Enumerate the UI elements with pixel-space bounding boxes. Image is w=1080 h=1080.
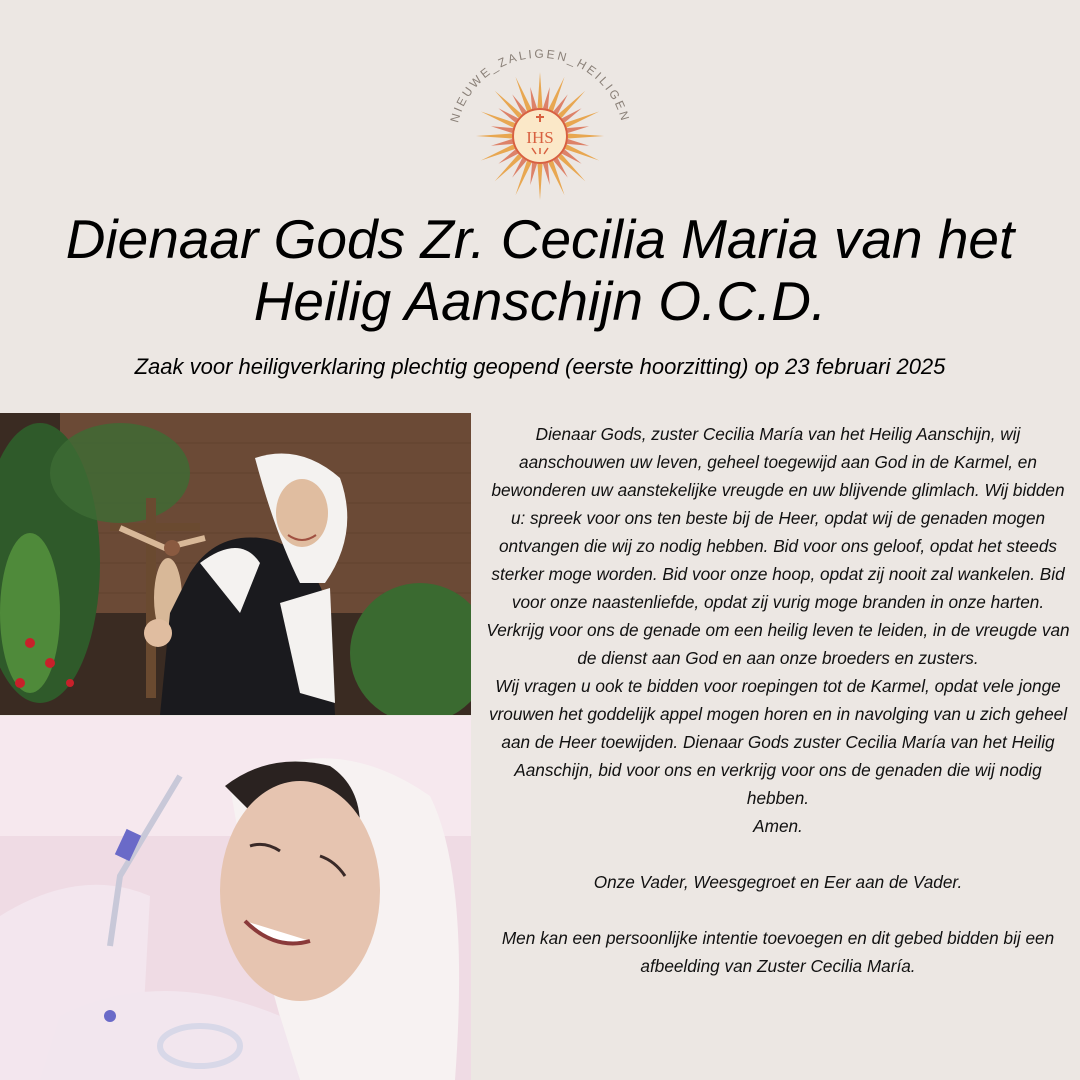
sun-ray [568,133,604,138]
photo-nun-with-crucifix [0,413,471,715]
sun-ray [565,144,599,160]
prayer-text [486,420,1070,980]
sun-ray [567,126,589,133]
sun-ray [481,112,515,128]
logo-arc-text: NIEUWE_ZALIGEN_HEILIGEN [447,46,633,125]
sun-ray [537,72,542,108]
prayer-additional: Onze Vader, Weesgegroet en Eer aan de Vader. [593,872,963,892]
sun-ray [565,112,599,128]
prayer-amen: Amen. [753,816,803,836]
photo-nun-hospital [0,716,471,1080]
sun-ray [567,139,589,146]
prayer-paragraph-2: Wij vragen u ook te bidden voor roepingen tot de Karmel, opdat vele jonge vrouwen het goddelijk appel mogen horen en in navolging van u zich geheel aan de Heer toewijden. Dienaar Gods zuster Cecilia María van het Heilig Aanschijn, bid voor ons en verkrijg voor ons de genaden die wij nodig hebben. [488,676,1068,808]
subtitle: Zaak voor heiligverklaring plechtig geopend (eerste hoorzitting) op 23 februari 2025 [134,354,946,379]
sun-ray [530,163,537,185]
sun-ray [491,139,513,146]
page-title [0,208,1080,332]
sun-ray [481,144,515,160]
sun-ray [530,87,537,109]
ihs-monogram: IHS [526,128,554,147]
sun-ray [543,163,550,185]
prayer-closing: Men kan een persoonlijke intentie toevoegen en dit gebed bidden bij een afbeelding van Zuster Cecilia María. [501,928,1055,976]
logo [440,38,640,213]
sun-ray [548,77,564,111]
title-line-1: Dienaar Gods Zr. Cecilia Maria van het [65,208,1015,270]
sun-ray [516,161,532,195]
sun-ray [537,164,542,200]
sun-ray [543,87,550,109]
title-line-2: Heilig Aanschijn O.C.D. [253,270,827,332]
sun-ray [516,77,532,111]
sun-ray [491,126,513,133]
prayer-paragraph-1: Dienaar Gods, zuster Cecilia María van het Heilig Aanschijn, wij aanschouwen uw leven, geheel toegewijd aan God in de Karmel, en bewonderen uw aanstekelijke vreugde en uw blijvende glimlach. Wij bidden u: spreek voor ons ten beste bij de Heer, opdat wij de genaden mogen ontvangen die wij zo nodig hebben. Bid voor ons geloof, opdat het steeds sterker moge worden. Bid voor onze hoop, opdat zij nooit zal wankelen. Bid voor onze naastenliefde, opdat zij vurig moge branden in onze harten. Verkrijg voor ons de genade om een heilig leven te leiden, in de vreugde van de dienst aan God en aan onze broeders en zusters. [486,424,1070,668]
sun-ray [548,161,564,195]
sun-ray [476,133,512,138]
